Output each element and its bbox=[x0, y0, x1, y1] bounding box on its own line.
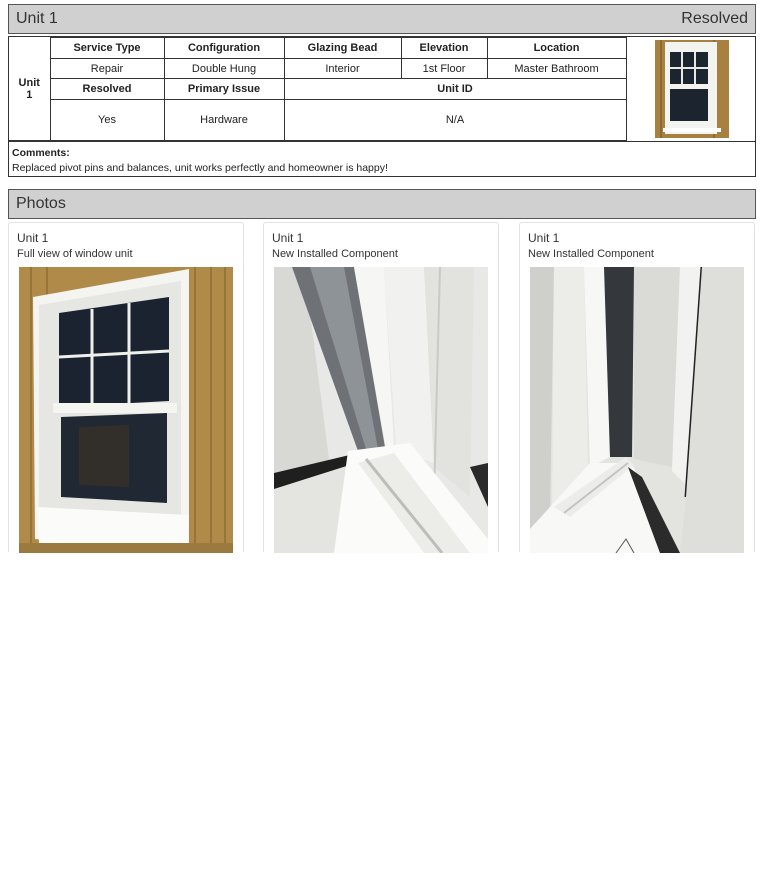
photo-card-1 bbox=[8, 222, 244, 552]
unit-details bbox=[8, 36, 756, 177]
unit-label-line1: Unit bbox=[18, 76, 40, 89]
header-configuration: Configuration bbox=[164, 38, 284, 59]
header-elevation: Elevation bbox=[401, 38, 487, 59]
photo-caption: New Installed Component bbox=[528, 248, 654, 260]
photo-card-2 bbox=[263, 222, 499, 552]
photos-title: Photos bbox=[16, 195, 66, 212]
value-resolved: Yes bbox=[50, 100, 164, 141]
photo-unit-label: Unit 1 bbox=[17, 231, 49, 245]
unit-title: Unit 1 bbox=[16, 10, 58, 27]
photos-header-bar bbox=[8, 189, 756, 219]
photo-caption: New Installed Component bbox=[272, 248, 398, 260]
photo-full-window[interactable] bbox=[19, 267, 233, 553]
unit-label-line2: 1 bbox=[26, 88, 33, 101]
header-resolved: Resolved bbox=[50, 79, 164, 100]
value-primary-issue: Hardware bbox=[164, 100, 284, 141]
header-glazing-bead: Glazing Bead bbox=[284, 38, 401, 59]
value-location: Master Bathroom bbox=[487, 59, 626, 79]
photo-component-2[interactable] bbox=[530, 267, 744, 553]
unit-label bbox=[9, 38, 50, 141]
value-glazing-bead: Interior bbox=[284, 59, 401, 79]
value-unit-id: N/A bbox=[284, 100, 626, 141]
unit-thumbnail-cell bbox=[626, 37, 756, 141]
photo-component-1[interactable] bbox=[274, 267, 488, 553]
header-service-type: Service Type bbox=[50, 38, 164, 59]
unit-header-bar bbox=[8, 4, 756, 34]
value-configuration: Double Hung bbox=[164, 59, 284, 79]
value-service-type: Repair bbox=[50, 59, 164, 79]
value-elevation: 1st Floor bbox=[401, 59, 487, 79]
unit-thumbnail-image[interactable] bbox=[655, 40, 729, 138]
photo-card-3 bbox=[519, 222, 755, 552]
comments-label: Comments: bbox=[12, 147, 70, 159]
header-primary-issue: Primary Issue bbox=[164, 79, 284, 100]
unit-status: Resolved bbox=[681, 10, 748, 27]
unit-info-table bbox=[9, 37, 627, 141]
header-location: Location bbox=[487, 38, 626, 59]
photo-caption: Full view of window unit bbox=[17, 248, 133, 260]
header-unit-id: Unit ID bbox=[284, 79, 626, 100]
photo-unit-label: Unit 1 bbox=[272, 231, 304, 245]
comments-section bbox=[9, 141, 755, 177]
comments-text: Replaced pivot pins and balances, unit works perfectly and homeowner is happy! bbox=[12, 162, 388, 174]
photo-unit-label: Unit 1 bbox=[528, 231, 560, 245]
